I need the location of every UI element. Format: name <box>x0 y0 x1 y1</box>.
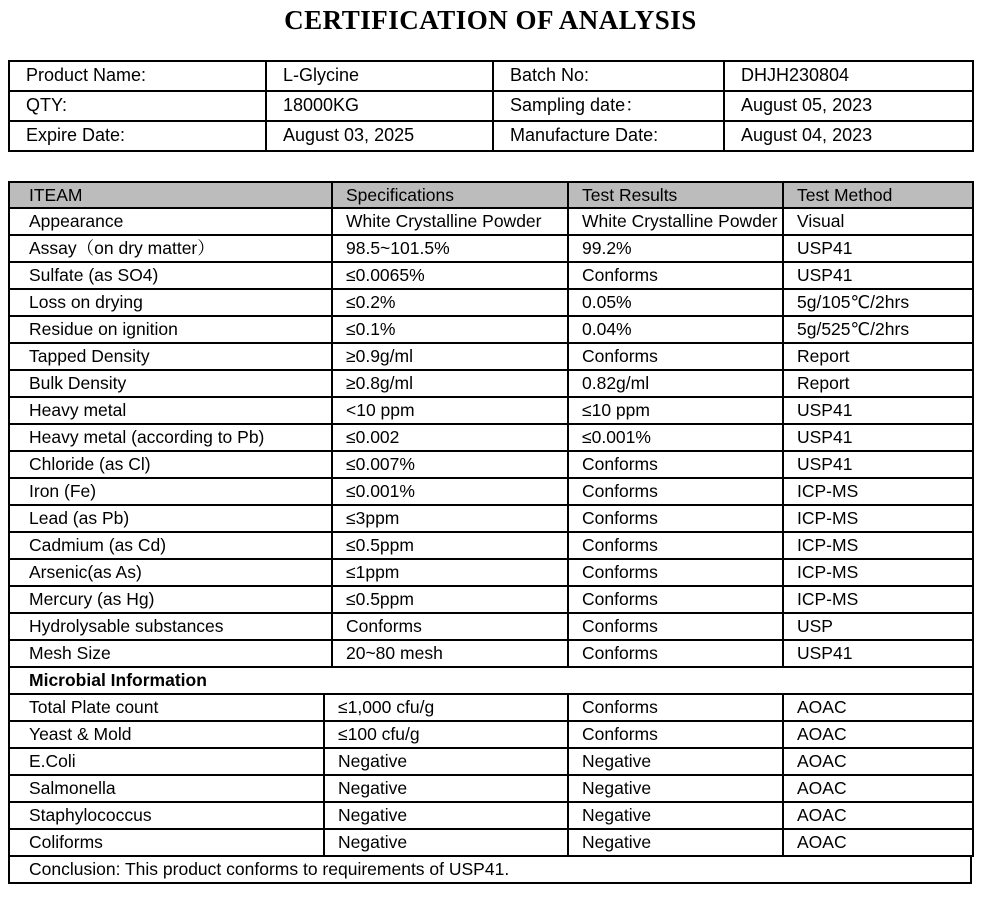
info-cell: Batch No: <box>493 61 724 91</box>
spec-cell: USP <box>783 613 973 640</box>
page-title: CERTIFICATION OF ANALYSIS <box>284 5 697 35</box>
spec-cell: ≥0.9g/ml <box>332 343 568 370</box>
spec-cell: ≤10 ppm <box>568 397 783 424</box>
microbial-cell: Negative <box>324 748 568 775</box>
spec-cell: Conforms <box>568 613 783 640</box>
microbial-cell: Conforms <box>568 721 783 748</box>
table-row <box>9 397 973 424</box>
spec-cell: Bulk Density <box>9 370 332 397</box>
microbial-cell: Yeast & Mold <box>9 721 324 748</box>
spec-header-row <box>9 182 973 208</box>
table-row <box>9 208 973 235</box>
spec-cell: Cadmium (as Cd) <box>9 532 332 559</box>
microbial-cell: ≤1,000 cfu/g <box>324 694 568 721</box>
table-row <box>9 748 973 775</box>
spec-cell: Conforms <box>568 451 783 478</box>
table-row <box>9 451 973 478</box>
spec-cell: Hydrolysable substances <box>9 613 332 640</box>
info-cell: QTY: <box>9 91 266 121</box>
spec-cell: Conforms <box>568 559 783 586</box>
microbial-cell: Negative <box>324 829 568 856</box>
spec-cell: Conforms <box>332 613 568 640</box>
table-row <box>9 613 973 640</box>
microbial-cell: Staphylococcus <box>9 802 324 829</box>
table-row <box>9 532 973 559</box>
table-row <box>9 640 973 667</box>
spec-cell: USP41 <box>783 235 973 262</box>
table-row <box>9 370 973 397</box>
microbial-cell: Negative <box>568 802 783 829</box>
spec-cell: Report <box>783 370 973 397</box>
table-row <box>9 343 973 370</box>
spec-cell: ≤0.2% <box>332 289 568 316</box>
table-row <box>9 478 973 505</box>
table-row <box>9 91 973 121</box>
info-cell: Product Name: <box>9 61 266 91</box>
spec-cell: Lead (as Pb) <box>9 505 332 532</box>
microbial-cell: AOAC <box>783 829 973 856</box>
spec-table-header-row <box>9 182 973 208</box>
spec-cell: Residue on ignition <box>9 316 332 343</box>
table-row <box>9 775 973 802</box>
spec-table-section-body <box>9 667 973 694</box>
table-row <box>9 829 973 856</box>
spec-cell: Heavy metal <box>9 397 332 424</box>
microbial-section-row <box>9 667 973 694</box>
microbial-cell: Negative <box>324 775 568 802</box>
spec-cell: Sulfate (as SO4) <box>9 262 332 289</box>
table-row <box>9 559 973 586</box>
spec-cell: USP41 <box>783 451 973 478</box>
table-row <box>9 121 973 151</box>
spec-cell: Conforms <box>568 532 783 559</box>
spec-cell: ≤0.002 <box>332 424 568 451</box>
table-row <box>9 802 973 829</box>
info-cell: 18000KG <box>266 91 493 121</box>
column-header: Test Method <box>783 182 973 208</box>
microbial-cell: AOAC <box>783 802 973 829</box>
spec-cell: Conforms <box>568 343 783 370</box>
spec-cell: 98.5~101.5% <box>332 235 568 262</box>
info-table-body <box>9 61 973 151</box>
table-row <box>9 505 973 532</box>
conclusion-row <box>9 856 971 883</box>
table-row <box>9 289 973 316</box>
microbial-cell: Total Plate count <box>9 694 324 721</box>
spec-cell: ICP-MS <box>783 505 973 532</box>
certificate-of-analysis-page <box>0 2 981 900</box>
spec-cell: Conforms <box>568 505 783 532</box>
table-row <box>9 721 973 748</box>
spec-table-main <box>8 181 974 695</box>
info-cell: Manufacture Date: <box>493 121 724 151</box>
spec-cell: Loss on drying <box>9 289 332 316</box>
spec-table-body <box>9 208 973 667</box>
spec-cell: 20~80 mesh <box>332 640 568 667</box>
microbial-cell: AOAC <box>783 721 973 748</box>
spec-cell: Appearance <box>9 208 332 235</box>
spec-cell: USP41 <box>783 397 973 424</box>
info-cell: August 03, 2025 <box>266 121 493 151</box>
column-header: Test Results <box>568 182 783 208</box>
table-row <box>9 61 973 91</box>
table-row <box>9 586 973 613</box>
column-header: Specifications <box>332 182 568 208</box>
spec-cell: White Crystalline Powder <box>332 208 568 235</box>
microbial-table-body <box>9 694 973 856</box>
spec-cell: 0.82g/ml <box>568 370 783 397</box>
spec-cell: 99.2% <box>568 235 783 262</box>
conclusion-table <box>8 855 972 884</box>
spec-cell: ICP-MS <box>783 559 973 586</box>
spec-cell: Mercury (as Hg) <box>9 586 332 613</box>
info-cell: DHJH230804 <box>724 61 973 91</box>
spec-cell: ≤0.1% <box>332 316 568 343</box>
conclusion-text: Conclusion: This product conforms to requirements of USP41. <box>9 856 971 883</box>
spec-cell: White Crystalline Powder <box>568 208 783 235</box>
spec-cell: <10 ppm <box>332 397 568 424</box>
spec-table-microbial <box>8 693 974 857</box>
info-cell: L-Glycine <box>266 61 493 91</box>
spec-cell: ≤0.5ppm <box>332 532 568 559</box>
microbial-cell: Conforms <box>568 694 783 721</box>
column-header: ITEAM <box>9 182 332 208</box>
spec-cell: Tapped Density <box>9 343 332 370</box>
spec-cell: 0.05% <box>568 289 783 316</box>
microbial-cell: Salmonella <box>9 775 324 802</box>
spec-cell: 5g/525℃/2hrs <box>783 316 973 343</box>
spec-cell: ICP-MS <box>783 532 973 559</box>
spec-cell: ≤3ppm <box>332 505 568 532</box>
spec-cell: Iron (Fe) <box>9 478 332 505</box>
info-cell: Expire Date: <box>9 121 266 151</box>
spec-cell: ICP-MS <box>783 586 973 613</box>
table-row <box>9 424 973 451</box>
microbial-cell: Negative <box>568 829 783 856</box>
table-row <box>9 235 973 262</box>
microbial-cell: Coliforms <box>9 829 324 856</box>
table-row <box>9 694 973 721</box>
spec-cell: Conforms <box>568 478 783 505</box>
spec-cell: ≤0.001% <box>332 478 568 505</box>
info-table <box>8 60 974 152</box>
spec-cell: Chloride (as Cl) <box>9 451 332 478</box>
spec-cell: USP41 <box>783 640 973 667</box>
spec-cell: Report <box>783 343 973 370</box>
microbial-cell: Negative <box>568 775 783 802</box>
info-cell: August 05, 2023 <box>724 91 973 121</box>
microbial-section-header: Microbial Information <box>9 667 973 694</box>
spec-cell: 5g/105℃/2hrs <box>783 289 973 316</box>
table-row <box>9 262 973 289</box>
microbial-cell: Negative <box>568 748 783 775</box>
spec-cell: ≥0.8g/ml <box>332 370 568 397</box>
spec-cell: Conforms <box>568 262 783 289</box>
spec-cell: USP41 <box>783 262 973 289</box>
spec-cell: Assay（on dry matter） <box>9 235 332 262</box>
spec-cell: Visual <box>783 208 973 235</box>
spec-cell: ≤0.001% <box>568 424 783 451</box>
spec-cell: Conforms <box>568 586 783 613</box>
microbial-cell: E.Coli <box>9 748 324 775</box>
spec-cell: Heavy metal (according to Pb) <box>9 424 332 451</box>
microbial-cell: ≤100 cfu/g <box>324 721 568 748</box>
microbial-cell: AOAC <box>783 694 973 721</box>
microbial-cell: AOAC <box>783 748 973 775</box>
spec-cell: Arsenic(as As) <box>9 559 332 586</box>
spec-cell: USP41 <box>783 424 973 451</box>
info-cell: Sampling date： <box>493 91 724 121</box>
spec-cell: ≤0.5ppm <box>332 586 568 613</box>
spec-cell: Conforms <box>568 640 783 667</box>
spec-cell: ICP-MS <box>783 478 973 505</box>
spec-cell: ≤0.0065% <box>332 262 568 289</box>
microbial-cell: Negative <box>324 802 568 829</box>
table-row <box>9 316 973 343</box>
spec-table-section <box>0 181 981 884</box>
info-cell: August 04, 2023 <box>724 121 973 151</box>
spec-cell: ≤0.007% <box>332 451 568 478</box>
spec-cell: Mesh Size <box>9 640 332 667</box>
microbial-cell: AOAC <box>783 775 973 802</box>
spec-cell: 0.04% <box>568 316 783 343</box>
spec-cell: ≤1ppm <box>332 559 568 586</box>
